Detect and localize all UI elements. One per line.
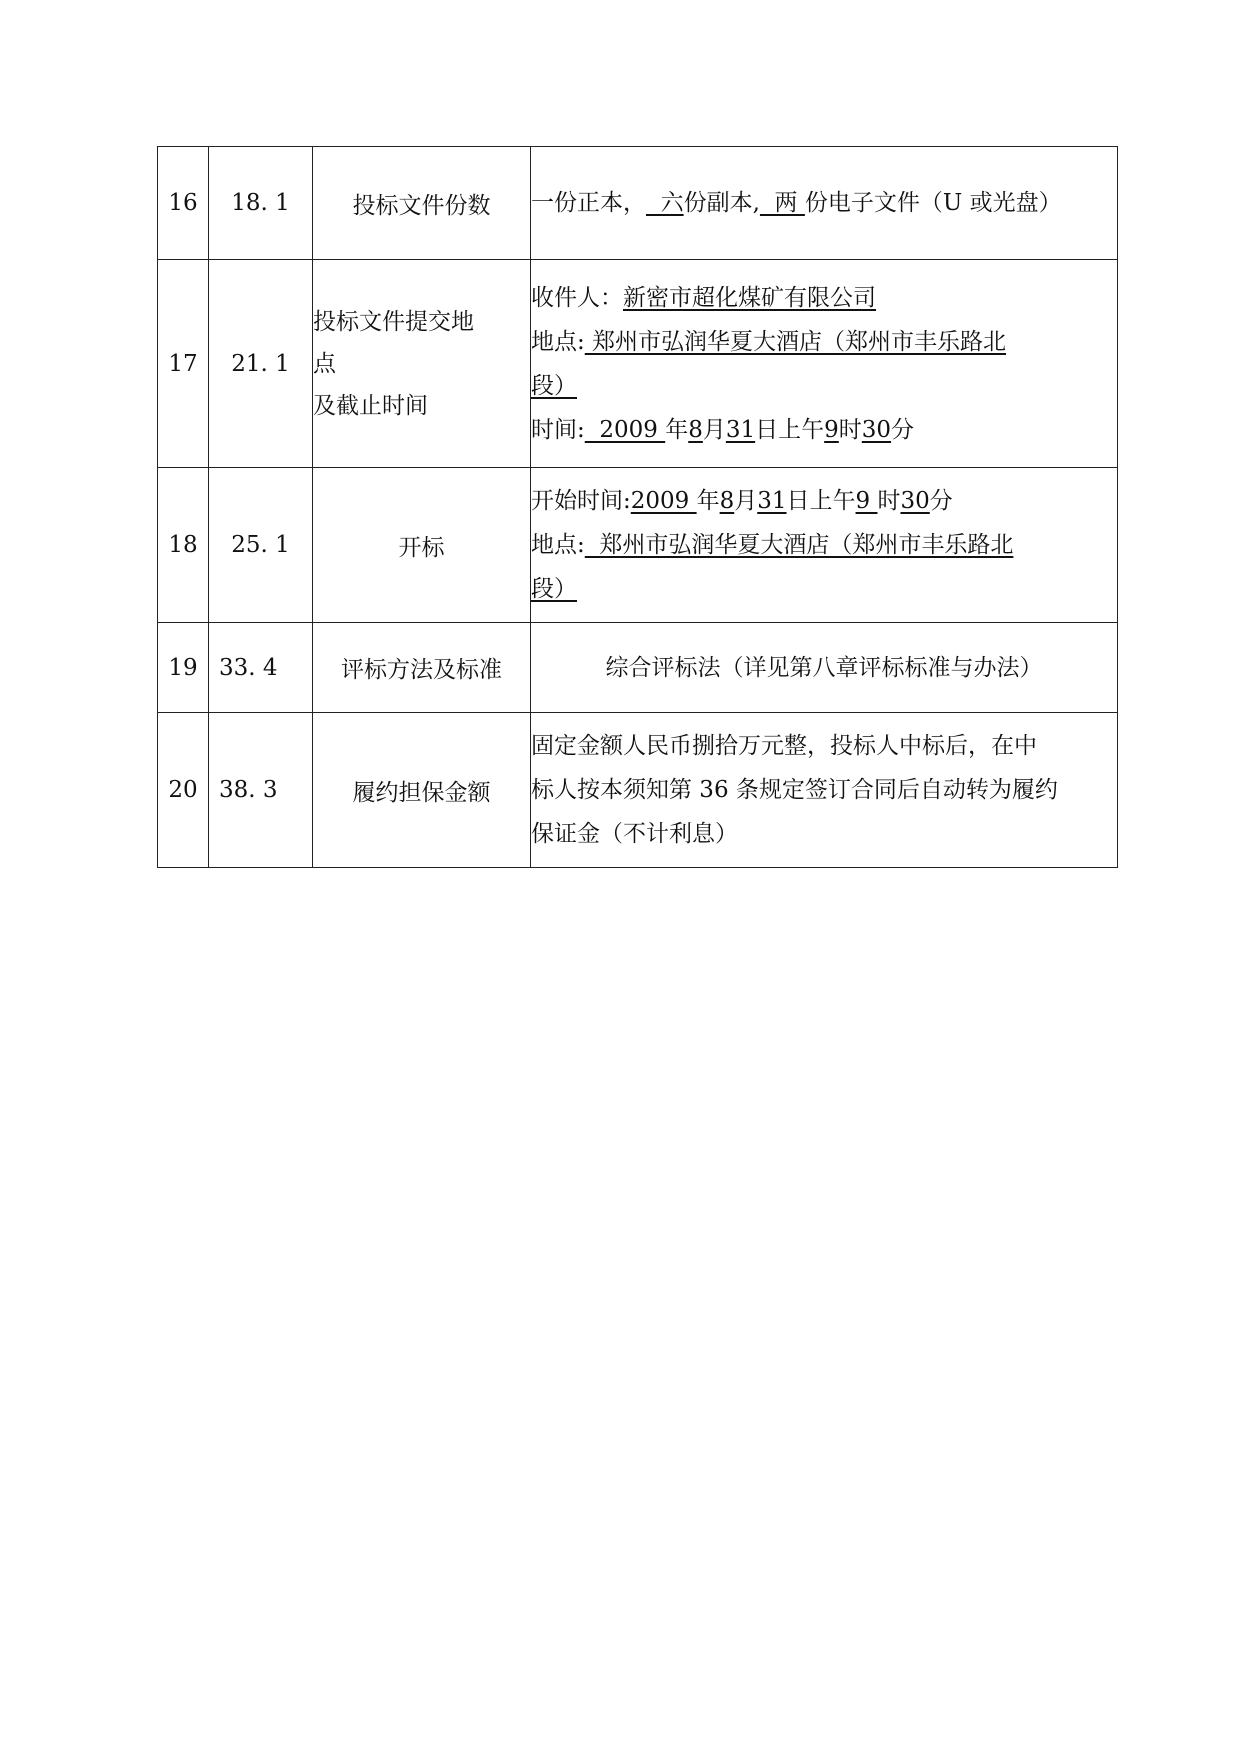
item-content: 综合评标法（详见第八章评标标准与办法） bbox=[531, 623, 1118, 713]
clause-number: 25. 1 bbox=[209, 468, 313, 623]
row-number: 16 bbox=[158, 147, 209, 260]
place-value: 郑州市弘润华夏大酒店（郑州市丰乐路北 bbox=[584, 328, 1007, 355]
time-label: 时间: bbox=[531, 416, 585, 443]
hour-value: 9 bbox=[855, 488, 878, 514]
month-value: 8 bbox=[719, 488, 735, 514]
place-value: 郑州市弘润华夏大酒店（郑州市丰乐路北 bbox=[584, 532, 1014, 558]
content-text: 份副本, bbox=[683, 190, 760, 216]
opening-time-line bbox=[531, 479, 1117, 523]
year-value: 2009 bbox=[584, 416, 666, 443]
table-row bbox=[158, 623, 1118, 713]
content-line: 标人按本须知第 36 条规定签订合同后自动转为履约 bbox=[531, 777, 1058, 803]
month-value: 8 bbox=[688, 416, 703, 443]
item-name: 开标 bbox=[313, 468, 531, 623]
content-line: 固定金额人民币捌拾万元整，投标人中标后，在中 bbox=[531, 733, 1037, 759]
electronic-count-value: 两 bbox=[759, 190, 805, 216]
place-line-continued bbox=[531, 364, 1117, 408]
row-number: 18 bbox=[158, 468, 209, 623]
year-unit: 年 bbox=[696, 488, 720, 514]
item-content bbox=[531, 260, 1118, 468]
table-row bbox=[158, 713, 1118, 868]
row-number: 19 bbox=[158, 623, 209, 713]
item-name bbox=[313, 260, 531, 468]
item-name: 履约担保金额 bbox=[313, 713, 531, 868]
table-row bbox=[158, 147, 1118, 260]
place-line bbox=[531, 320, 1117, 364]
recipient-value: 新密市超化煤矿有限公司 bbox=[623, 284, 876, 311]
clause-number: 21. 1 bbox=[209, 260, 313, 468]
clause-number: 33. 4 bbox=[209, 623, 313, 713]
item-name: 评标方法及标准 bbox=[313, 623, 531, 713]
minute-unit: 分 bbox=[929, 488, 953, 514]
content-text: 份电子文件（U 或光盘） bbox=[804, 190, 1062, 216]
content-line: 保证金（不计利息） bbox=[531, 821, 738, 847]
item-name-line: 及截止时间 bbox=[313, 392, 428, 419]
bid-info-table bbox=[157, 146, 1118, 868]
item-name: 投标文件份数 bbox=[313, 147, 531, 260]
hour-value: 9 bbox=[824, 416, 839, 443]
clause-number: 18. 1 bbox=[209, 147, 313, 260]
day-unit: 日上午 bbox=[786, 488, 856, 514]
place-value-continued: 段） bbox=[531, 576, 577, 602]
item-content bbox=[531, 468, 1118, 623]
hour-unit: 时 bbox=[877, 488, 901, 514]
item-name-line: 点 bbox=[313, 350, 336, 377]
row-number: 17 bbox=[158, 260, 209, 468]
minute-unit: 分 bbox=[891, 416, 915, 443]
minute-value: 30 bbox=[900, 488, 930, 514]
deadline-line bbox=[531, 408, 1117, 452]
place-value-continued: 段） bbox=[531, 372, 577, 399]
table-row bbox=[158, 260, 1118, 468]
day-value: 31 bbox=[725, 416, 756, 443]
year-value: 2009 bbox=[630, 488, 697, 514]
clause-number: 38. 3 bbox=[209, 713, 313, 868]
month-unit: 月 bbox=[702, 416, 726, 443]
content-text: 一份正本， bbox=[531, 190, 646, 216]
place-label: 地点: bbox=[531, 532, 585, 558]
copy-count-value: 六 bbox=[646, 190, 684, 216]
recipient-line bbox=[531, 276, 1117, 320]
hour-unit: 时 bbox=[838, 416, 862, 443]
item-name-line: 投标文件提交地 bbox=[313, 308, 474, 335]
row-number: 20 bbox=[158, 713, 209, 868]
minute-value: 30 bbox=[861, 416, 892, 443]
item-content bbox=[531, 147, 1118, 260]
day-unit: 日上午 bbox=[755, 416, 825, 443]
start-label: 开始时间: bbox=[531, 488, 631, 514]
year-unit: 年 bbox=[665, 416, 689, 443]
recipient-label: 收件人： bbox=[531, 284, 623, 311]
day-value: 31 bbox=[757, 488, 787, 514]
item-content bbox=[531, 713, 1118, 868]
month-unit: 月 bbox=[734, 488, 758, 514]
place-line bbox=[531, 523, 1117, 567]
table-row bbox=[158, 468, 1118, 623]
place-line-continued bbox=[531, 567, 1117, 611]
place-label: 地点: bbox=[531, 328, 585, 355]
